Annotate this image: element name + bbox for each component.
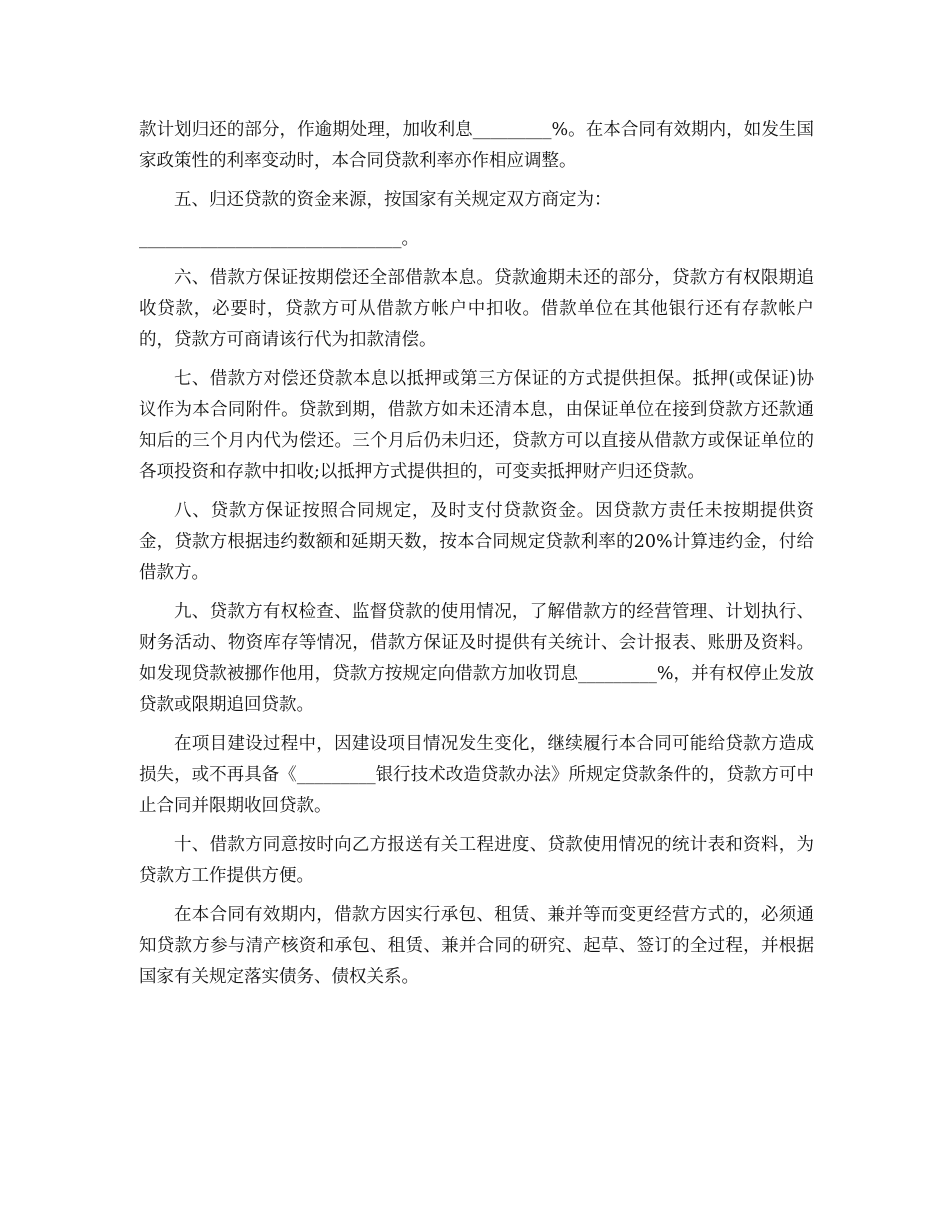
document-body xyxy=(139,115,814,1001)
paragraph-clause-5: 五、归还贷款的资金来源，按国家有关规定双方商定为： xyxy=(174,190,612,210)
paragraph-clause-6: 六、借款方保证按期偿还全部借款本息。贷款逾期未还的部分，贷款方有权限期追收贷款，必要时，贷款方可从借款方帐户中扣收。借款单位在其他银行还有存款帐户的，贷款方可商请该行代为扣款清偿。 xyxy=(139,268,814,350)
paragraph-business-change: 在本合同有效期内，借款方因实行承包、租赁、兼并等而变更经营方式的，必须通知贷款方参与清产核资和承包、租赁、兼并合同的研究、起草、签订的全过程，并根据国家有关规定落实债务、债权关系。 xyxy=(139,905,814,987)
paragraph-clause-8: 八、贷款方保证按照合同规定，及时支付贷款资金。因贷款方责任未按期提供资金，贷款方根据违约数额和延期天数，按本合同规定贷款利率的20%计算违约金，付给借款方。 xyxy=(139,501,814,583)
paragraph-clause-7: 七、借款方对偿还贷款本息以抵押或第三方保证的方式提供担保。抵押(或保证)协议作为本合同附件。贷款到期，借款方如未还清本息，由保证单位在接到贷款方还款通知后的三个月内代为偿还。三个月后仍未归还，贷款方可以直接从借款方或保证单位的各项投资和存款中扣收;以抵押方式提供担的，可变卖抵押财产归还贷款。 xyxy=(139,369,814,482)
paragraph-continuation-interest: 款计划归还的部分，作逾期处理，加收利息_________%。在本合同有效期内，如发生国家政策性的利率变动时，本合同贷款利率亦作相应调整。 xyxy=(139,120,814,171)
paragraph-fill-blank: ______________________________。 xyxy=(139,229,419,249)
paragraph-clause-10: 十、借款方同意按时向乙方报送有关工程进度、贷款使用情况的统计表和资料，为贷款方工作提供方便。 xyxy=(139,835,814,886)
paragraph-project-change: 在项目建设过程中，因建设项目情况发生变化，继续履行本合同可能给贷款方造成损失，或不再具备《_________银行技术改造贷款办法》所规定贷款条件的，贷款方可中止合同并限期收回贷款。 xyxy=(139,734,814,816)
paragraph-clause-9: 九、贷款方有权检查、监督贷款的使用情况，了解借款方的经营管理、计划执行、财务活动、物资库存等情况，借款方保证及时提供有关统计、会计报表、账册及资料。如发现贷款被挪作他用，贷款方按规定向借款方加收罚息_________%，并有权停止发放贷款或限期追回贷款。 xyxy=(139,602,814,715)
